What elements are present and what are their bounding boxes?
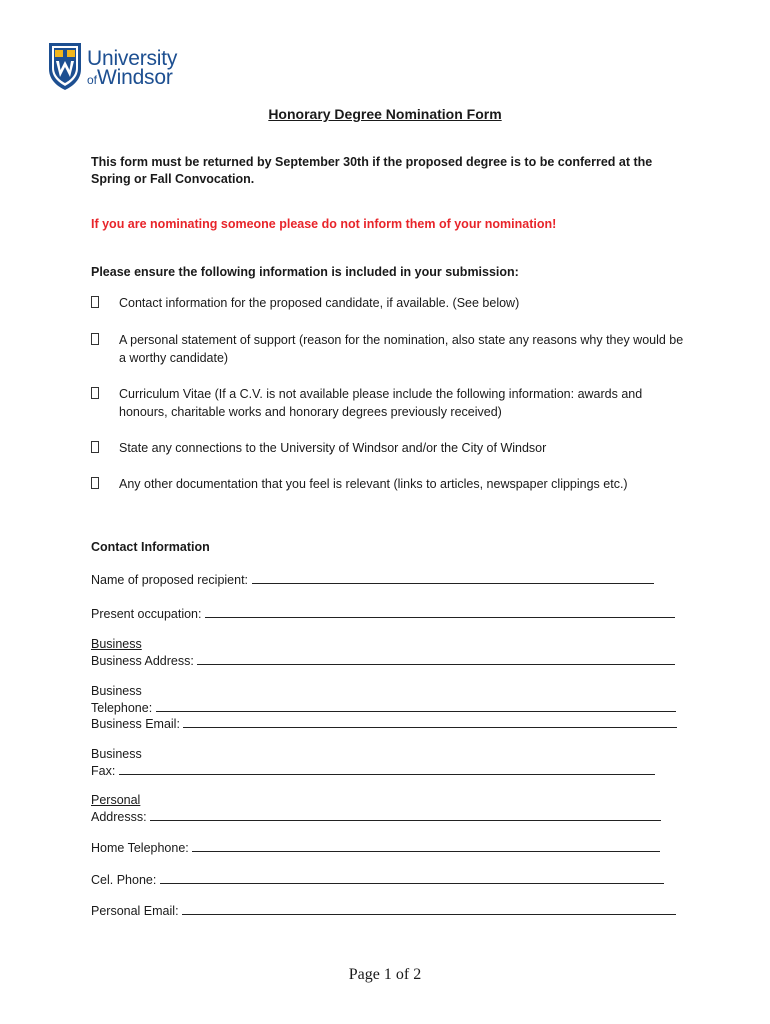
business-fax-label: Fax: xyxy=(91,764,116,778)
cel-phone-field[interactable] xyxy=(160,871,664,884)
business-fax-row xyxy=(91,762,655,779)
checkbox-icon[interactable] xyxy=(91,441,99,453)
checkbox-icon[interactable] xyxy=(91,477,99,489)
occupation-field-row xyxy=(91,605,675,622)
business-fax-field[interactable] xyxy=(119,762,655,775)
shield-crest-icon xyxy=(47,41,83,91)
page-number: Page 1 of 2 xyxy=(348,966,422,983)
requirement-text: A personal statement of support (reason for the nomination, also state any reasons why they would be a worthy candidate) xyxy=(119,333,684,365)
business-telephone-prefix: Business xyxy=(91,684,142,698)
home-telephone-label: Home Telephone: xyxy=(91,841,189,855)
logo-wordmark-of: of xyxy=(87,73,98,87)
business-address-row xyxy=(91,652,675,669)
occupation-field[interactable] xyxy=(205,605,675,618)
home-telephone-field[interactable] xyxy=(192,839,660,852)
business-fax-prefix: Business xyxy=(91,747,142,761)
business-email-field[interactable] xyxy=(183,715,677,728)
home-telephone-row xyxy=(91,839,660,856)
logo-wordmark-windsor xyxy=(87,66,173,92)
personal-email-label: Personal Email: xyxy=(91,904,179,918)
logo-wordmark-university: University xyxy=(87,47,178,70)
requirement-text: State any connections to the University of Windsor and/or the City of Windsor xyxy=(119,441,547,455)
university-logo xyxy=(47,41,187,97)
form-title: Honorary Degree Nomination Form xyxy=(268,106,502,122)
personal-address-label: Addresss: xyxy=(91,810,147,824)
personal-address-row xyxy=(91,808,661,825)
business-email-row xyxy=(91,715,677,732)
checkbox-icon[interactable] xyxy=(91,387,99,399)
cel-phone-label: Cel. Phone: xyxy=(91,873,157,887)
checkbox-icon[interactable] xyxy=(91,333,99,345)
occupation-label: Present occupation: xyxy=(91,607,202,621)
personal-email-row xyxy=(91,902,676,919)
requirement-text: Any other documentation that you feel is relevant (links to articles, newspaper clippings etc.) xyxy=(119,477,628,491)
business-telephone-label: Telephone: xyxy=(91,701,153,715)
business-telephone-row xyxy=(91,699,676,716)
cel-phone-row xyxy=(91,871,664,888)
name-field-row xyxy=(91,571,654,588)
personal-email-field[interactable] xyxy=(182,902,676,915)
requirement-text: Contact information for the proposed candidate, if available. (See below) xyxy=(119,296,520,310)
contact-information-heading: Contact Information xyxy=(91,540,210,554)
intro-paragraph: This form must be returned by September 30th if the proposed degree is to be conferred at the Spring or Fall Convocation. xyxy=(91,155,653,186)
checkbox-icon[interactable] xyxy=(91,296,99,308)
business-heading: Business xyxy=(91,637,142,651)
business-telephone-field[interactable] xyxy=(156,699,676,712)
business-address-label: Business Address: xyxy=(91,654,194,668)
personal-heading: Personal xyxy=(91,793,141,807)
requirement-text: Curriculum Vitae (If a C.V. is not available please include the following information: awards and honours, charitable works and honorary degrees previously received) xyxy=(119,387,643,419)
name-label: Name of proposed recipient: xyxy=(91,573,249,587)
personal-address-field[interactable] xyxy=(150,808,661,821)
name-field[interactable] xyxy=(252,571,654,584)
warning-notice: If you are nominating someone please do not inform them of your nomination! xyxy=(91,217,557,231)
logo-wordmark-windsor-text: Windsor xyxy=(97,66,173,89)
requirements-heading: Please ensure the following information is included in your submission: xyxy=(91,265,519,279)
business-email-label: Business Email: xyxy=(91,717,180,731)
business-address-field[interactable] xyxy=(197,652,675,665)
